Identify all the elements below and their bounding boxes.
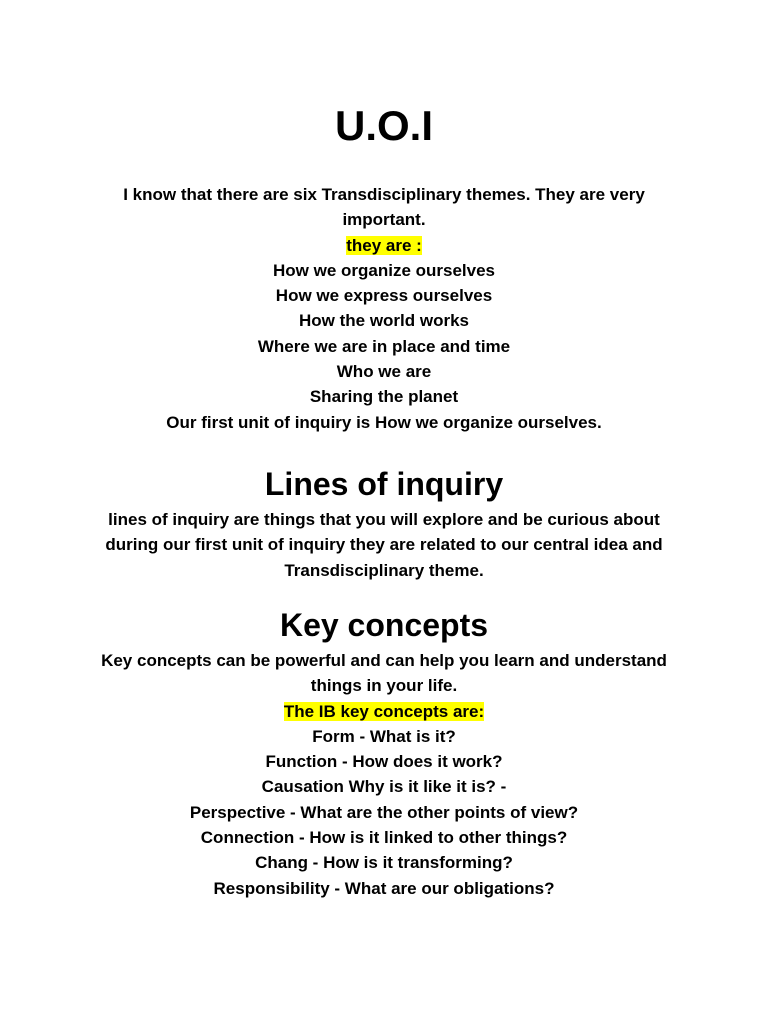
key-concepts-section: [80, 648, 688, 901]
key-concepts-text: Key concepts can be powerful and can help you learn and understand things in your life.: [101, 651, 667, 696]
concept-item: Chang - How is it transforming?: [255, 853, 513, 873]
concept-item: Form - What is it?: [312, 726, 456, 746]
intro-text: I know that there are six Transdisciplinary themes. They are very important.: [123, 185, 645, 230]
key-concepts-highlight: The IB key concepts are:: [283, 701, 485, 721]
intro-highlight-line: [80, 233, 688, 258]
intro-closing: Our first unit of inquiry is How we organize ourselves.: [166, 412, 602, 432]
theme-item: How the world works: [298, 311, 470, 331]
key-concepts-highlight-line: [80, 699, 688, 724]
lines-of-inquiry-heading: Lines of inquiry: [264, 466, 504, 502]
theme-item: Where we are in place and time: [257, 336, 511, 356]
intro-section: [80, 182, 688, 435]
concept-item: Perspective - What are the other points of view?: [189, 802, 579, 822]
theme-item: Who we are: [336, 362, 432, 382]
intro-highlight: they are :: [346, 235, 422, 255]
lines-of-inquiry-text: lines of inquiry are things that you will explore and be curious about during our first unit of inquiry they are related to our central idea and Transdisciplinary theme.: [105, 510, 663, 580]
key-concepts-heading: Key concepts: [279, 607, 489, 643]
theme-item: How we organize ourselves: [272, 260, 495, 280]
concept-item: Causation Why is it like it is? -: [261, 777, 507, 797]
theme-item: Sharing the planet: [309, 387, 459, 407]
concept-item: Connection - How is it linked to other things?: [200, 828, 568, 848]
theme-item: How we express ourselves: [275, 286, 493, 306]
page-title: U.O.I: [334, 102, 433, 149]
lines-of-inquiry-section: [80, 507, 688, 583]
concept-item: Responsibility - What are our obligations?: [213, 878, 555, 898]
concept-item: Function - How does it work?: [265, 752, 503, 772]
